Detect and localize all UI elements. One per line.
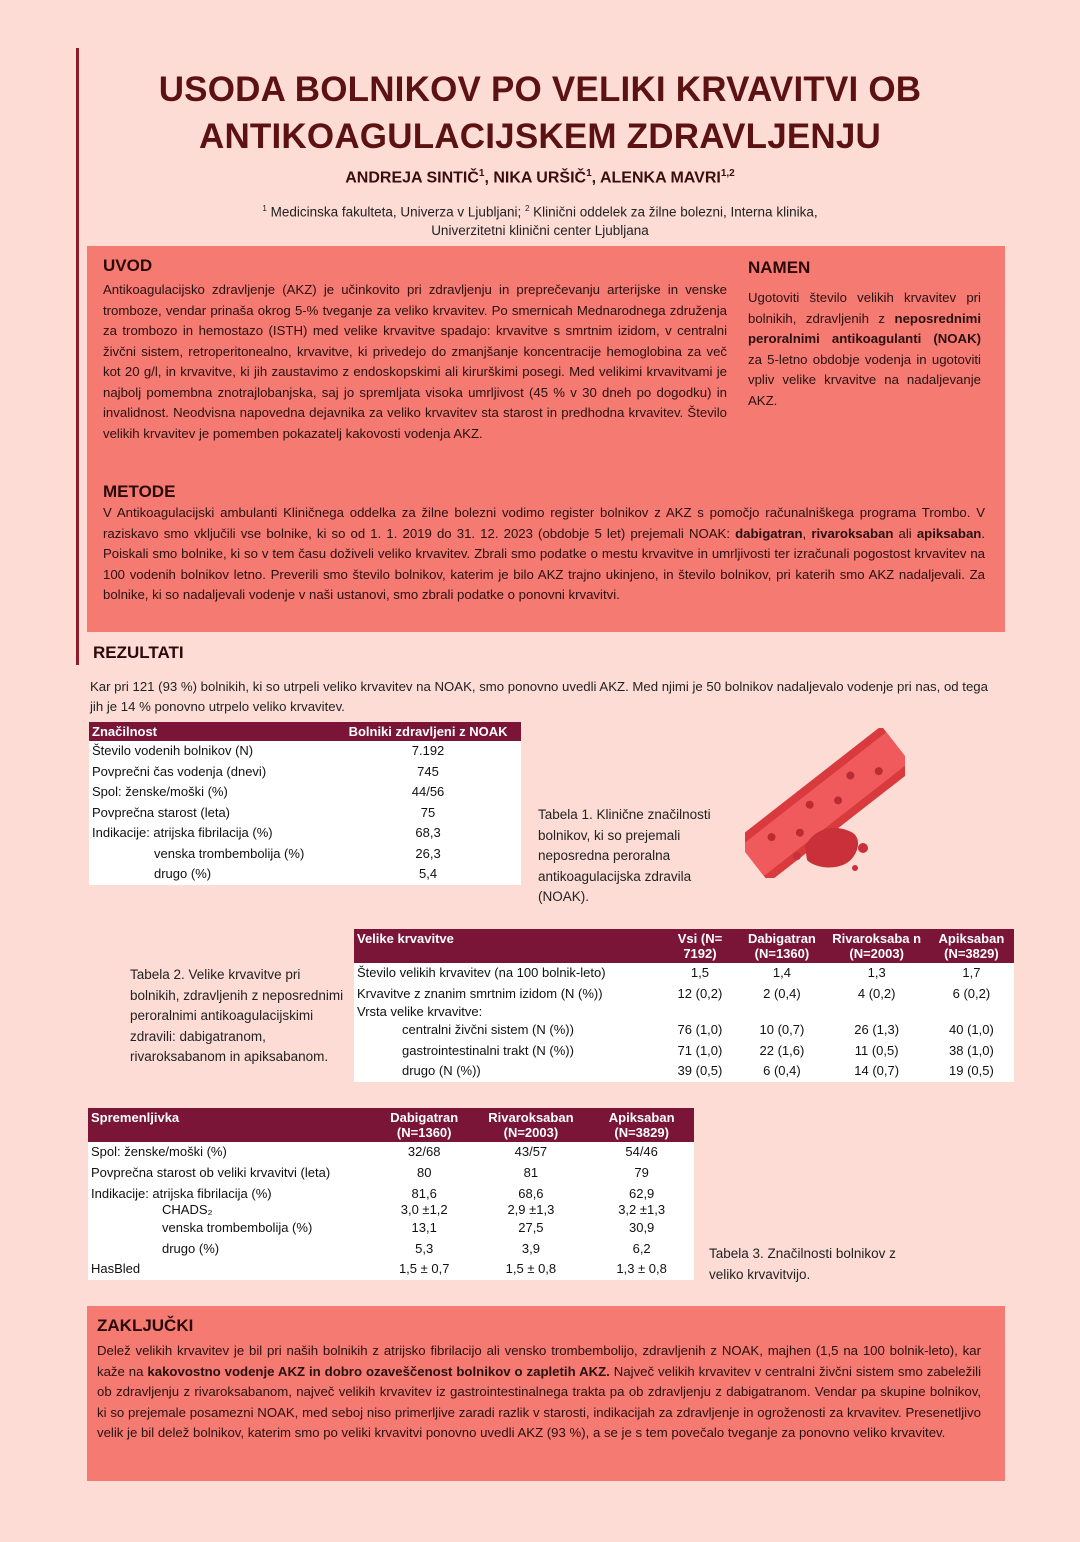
uvod-heading: UVOD (103, 256, 153, 275)
table-row: Vrsta velike krvavitve: (357, 1004, 483, 1019)
table-row: venska trombembolija (%) 26,3 (154, 845, 441, 861)
table-row: Krvavitve z znanim smrtnim izidom (N (%)) 12 (0,2) 2 (0,4) 4 (0,2) 6 (0,2) (357, 985, 991, 1001)
table-row: Indikacije: atrijska fibrilacija (%) 81,6 68,6 62,9 (91, 1186, 655, 1201)
table-row: Število vodenih bolnikov (N) 7.192 (92, 743, 445, 758)
table-row: Povprečni čas vodenja (dnevi) 745 (92, 763, 439, 779)
zakljucki-heading: ZAKLJUČKI (97, 1316, 194, 1335)
table-row: drugo (N (%)) 39 (0,5) 6 (0,4) 14 (0,7) 19 (0,5) (402, 1063, 994, 1078)
table-row: Indikacije: atrijska fibrilacija (%) 68,3 (92, 825, 441, 840)
table-header: Apiksaban (N=3829) (929, 929, 1014, 963)
table-header: Velike krvavitve (354, 929, 661, 963)
table-row: drugo (%) 5,4 (154, 866, 438, 881)
table-row: Spol: ženske/moški (%) 44/56 (92, 784, 445, 799)
table-header: Rivaroksaban (N=2003) (473, 1108, 590, 1142)
table-row: gastrointestinalni trakt (N (%)) 71 (1,0) 22 (1,6) 11 (0,5) 38 (1,0) (402, 1042, 994, 1058)
table-header: Dabigatran (N=1360) (376, 1108, 473, 1142)
table-row: Število velikih krvavitev (na 100 bolnik-leto) 1,5 1,4 1,3 1,7 (357, 965, 981, 980)
table-row: HasBled 1,5 ± 0,7 1,5 ± 0,8 1,3 ± 0,8 (91, 1261, 667, 1276)
table-header: Apiksaban (N=3829) (589, 1108, 694, 1142)
metode-heading: METODE (103, 482, 176, 501)
table-3-caption: Tabela 3. Značilnosti bolnikov z veliko krvavitvijo. (709, 1246, 896, 1282)
title-accent-bar (76, 48, 79, 665)
table-header: Bolniki zdravljeni z NOAK (335, 722, 521, 741)
namen-text: Ugotoviti število velikih krvavitev pri bolnikih, zdravljenih z neposrednimi peroralnimi antikoagulanti (NOAK) za 5-letno obdobje vodenja in ugotoviti vpliv velike krvavitve na nadaljevanje AKZ. (748, 290, 981, 408)
table-1-caption: Tabela 1. Klinične značilnosti bolnikov, ki so prejemali neposredna peroralna antikoagulacijska zdravila (NOAK). (538, 807, 711, 904)
authors: ANDREJA SINTIČ$^1$, NIKA URŠIČ$^1$, ALENKA MAVRI$^{1,2}$ (345, 168, 735, 187)
table-row: venska trombembolija (%) 13,1 27,5 30,9 (162, 1220, 655, 1235)
zakljucki-text: Delež velikih krvavitev je bil pri naših bolnikih z atrijsko fibrilacijo ali vensko trombembolijo, zdravljenih z NOAK, majhen (1,5 na 100 bolnik-leto), kar kaže na kakovostno vodenje AKZ in dobro ozaveščenost bolnikov o zapletih AKZ. Največ velikih krvavitev v centralni živčni sistem smo zabeležili ob zdravljenju z rivaroksabanom, največ velikih krvavitev iz gastrointestinalnega trakta pa ob zdravljenju z dabigatranom. Vendar pa skupine bolnikov, ki so prejemale posamezni NOAK, med seboj niso primerljive zaradi razlik v starosti, indikacijah za zdravljenje in ogroženosti za krvavitev. Presenetljivo velik je bil delež bolnikov, katerim smo po veliki krvavitvi ponovno uvedli AKZ (93 %), a se je s tem povečalo tveganje za ponovno veliko krvavitev. (97, 1343, 982, 1440)
table-2 (354, 929, 1014, 1082)
table-row: Povprečna starost (leta) 75 (92, 804, 436, 820)
table-1 (89, 722, 521, 885)
metode-text: V Antikoagulacijski ambulanti Kliničnega oddelka za žilne bolezni vodimo register bolnikov z AKZ s pomočjo računalniškega programa Trombo. V raziskavo smo vključili vse bolnike, ki so od 1. 1. 2019 do 31. 12. 2023 (obdobje 5 let) prejemali NOAK: dabigatran, rivaroksaban ali apiksaban. Poiskali smo bolnike, ki so v tem času doživeli veliko krvavitev. Zbrali smo podatke o mestu krvavitve in umrljivosti ter izračunali pogostost krvavitev na 100 vodenih bolnikov letno. Preverili smo število bolnikov, katerim je bilo AKZ trajno ukinjeno, in število bolnikov, pri katerih smo AKZ nadaljevali. Za bolnike, ki so nadaljevali vodenje v naši ustanovi, smo zbrali podatke o ponovni krvavitvi. (103, 505, 986, 602)
table-row: Spol: ženske/moški (%) 32/68 43/57 54/46 (91, 1144, 658, 1159)
poster-title: USODA BOLNIKOV PO VELIKI KRVAVITVI OB ANTIKOAGULACIJSKEM ZDRAVLJENJU (158, 70, 922, 156)
table-row: Povprečna starost ob veliki krvavitvi (leta) 80 81 79 (91, 1164, 649, 1180)
bleeding-blood-vessel-icon (745, 728, 905, 878)
rezultati-text: Kar pri 121 (93 %) bolnikih, ki so utrpeli veliko krvavitev na NOAK, smo ponovno uvedli AKZ. Med njimi je 50 bolnikov nadaljevalo vodenje pri nas, od tega jih je 14 % ponovno utrpelo veliko krvavitev. (90, 679, 988, 714)
uvod-text: Antikoagulacijsko zdravljenje (AKZ) je učinkovito pri zdravljenju in preprečevanju arterijske in venske tromboze, vendar prinaša okrog 5-% tveganje za veliko krvavitev. Po smernicah Mednarodnega združenja za trombozo in hemostazo (ISTH) med velike krvavitve spadajo: krvavitve s smrtnim izidom, v centralni živčni sistem, retroperitonealno, krvavitve, ki privedejo do zmanjšanje koncentracije hemoglobina za več kot 20 g/l, in krvavitve, ki jih zaustavimo z endoskopskimi ali kirurškimi posegi. Med velikimi krvavitvami je najbolj pomembna znotrajlobanjska, saj jo spremljata visoka umrljivost (45 % v 30 dneh po dogodku) in invalidnost. Neodvisna napovedna dejavnika za veliko krvavitev sta starost in predhodna krvavitev. Število velikih krvavitev je pomemben pokazatelj kakovosti vodenja AKZ. (103, 282, 727, 441)
table-2-caption: Tabela 2. Velike krvavitve pri bolnikih, zdravljenih z neposrednimi peroralnimi antikoagulacijskimi zdravili: dabigatranom, rivaroksabanom in apiksabanom. (130, 967, 344, 1064)
rezultati-heading: REZULTATI (93, 643, 184, 662)
table-3 (88, 1108, 694, 1280)
table-header: Dabigatran (N=1360) (739, 929, 824, 963)
table-row: centralni živčni sistem (N (%)) 76 (1,0) 10 (0,7) 26 (1,3) 40 (1,0) (402, 1022, 994, 1037)
table-row: drugo (%) 5,3 3,9 6,2 (162, 1240, 651, 1256)
namen-heading: NAMEN (748, 258, 811, 277)
table-header: Rivaroksaba n (N=2003) (825, 929, 929, 963)
table-header: Značilnost (89, 722, 335, 741)
table-row: CHADS₂ 3,0 ±1,2 2,9 ±1,3 3,2 ±1,3 (162, 1202, 666, 1217)
table-header: Spremenljivka (88, 1108, 376, 1142)
table-header: Vsi (N= 7192) (661, 929, 740, 963)
affiliations: $^1$ Medicinska fakulteta, Univerza v Ljubljani; $^2$ Klinični oddelek za žilne bolezni, Interna klinika, Univerzitetni klinični center Ljubljana (262, 204, 818, 238)
